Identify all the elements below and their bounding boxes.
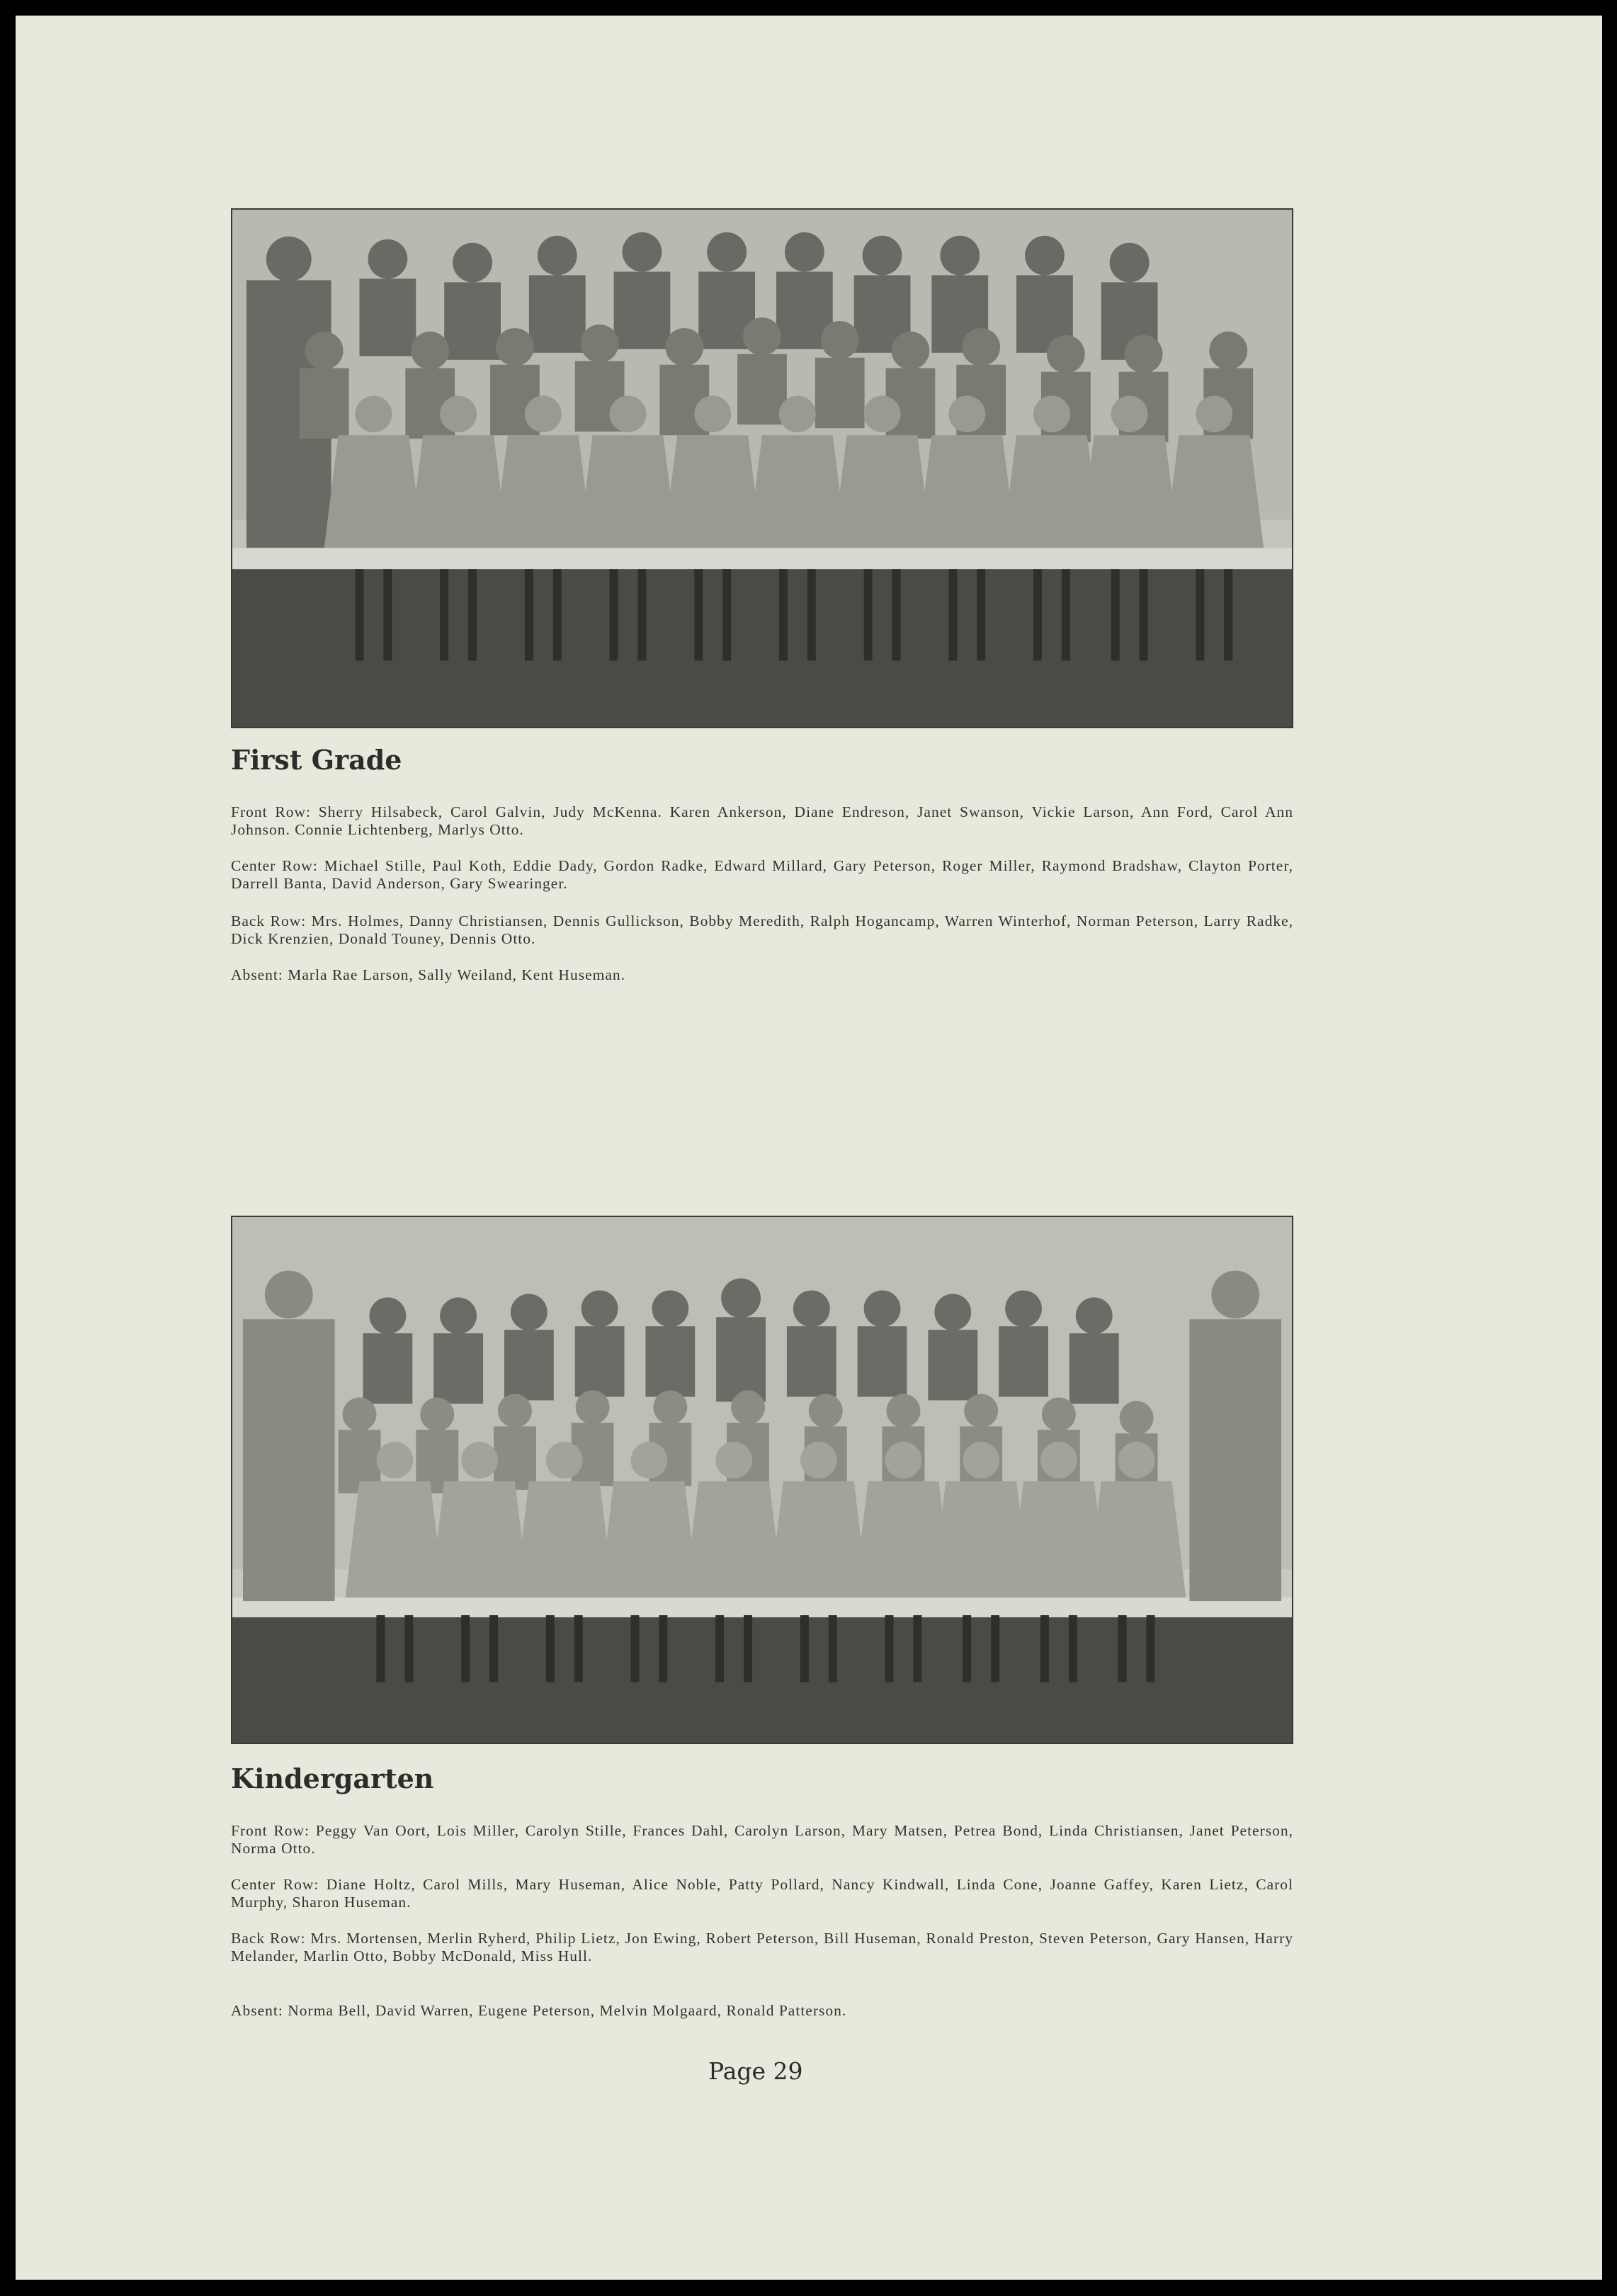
first-grade-photo [231,208,1293,728]
kindergarten-center-row: Center Row: Diane Holtz, Carol Mills, Mary Huseman, Alice Noble, Patty Pollard, Nancy Kindwall, Linda Cone, Joanne Gaffey, Karen Lietz, Carol Murphy, Sharon Huseman. [231,1876,1293,1911]
kindergarten-photo-image [232,1217,1292,1743]
first-grade-absent: Absent: Marla Rae Larson, Sally Weiland, Kent Huseman. [231,966,626,983]
section-title-first-grade: First Grade [231,744,402,776]
kindergarten-absent: Absent: Norma Bell, David Warren, Eugene Peterson, Melvin Molgaard, Ronald Patterson. [231,2002,847,2019]
first-grade-center-row: Center Row: Michael Stille, Paul Koth, Eddie Dady, Gordon Radke, Edward Millard, Gary Peterson, Roger Miller, Raymond Bradshaw, Clayton Porter, Darrell Banta, David Anderson, Gary Swearinger. [231,857,1293,892]
kindergarten-front-row: Front Row: Peggy Van Oort, Lois Miller, Carolyn Stille, Frances Dahl, Carolyn Larson, Mary Matsen, Petrea Bond, Linda Christiansen, Janet Peterson, Norma Otto. [231,1822,1293,1857]
page-number: Page 29 [708,2057,803,2085]
first-grade-back-row: Back Row: Mrs. Holmes, Danny Christiansen, Dennis Gullickson, Bobby Meredith, Ralph Hogancamp, Warren Winterhof, Norman Peterson, Larry Radke, Dick Krenzien, Donald Touney, Dennis Otto. [231,912,1293,947]
kindergarten-back-row: Back Row: Mrs. Mortensen, Merlin Ryherd, Philip Lietz, Jon Ewing, Robert Peterson, Bill Huseman, Ronald Preston, Steven Peterson, Gary Hansen, Harry Melander, Marlin Otto, Bobby McDonald, Miss Hull. [231,1930,1293,1964]
first-grade-front-row: Front Row: Sherry Hilsabeck, Carol Galvin, Judy McKenna. Karen Ankerson, Diane Endreson, Janet Swanson, Vickie Larson, Ann Ford, Carol Ann Johnson. Connie Lichtenberg, Marlys Otto. [231,803,1293,838]
kindergarten-photo [231,1216,1293,1744]
section-title-kindergarten: Kindergarten [231,1763,434,1794]
first-grade-photo-image [232,210,1292,727]
